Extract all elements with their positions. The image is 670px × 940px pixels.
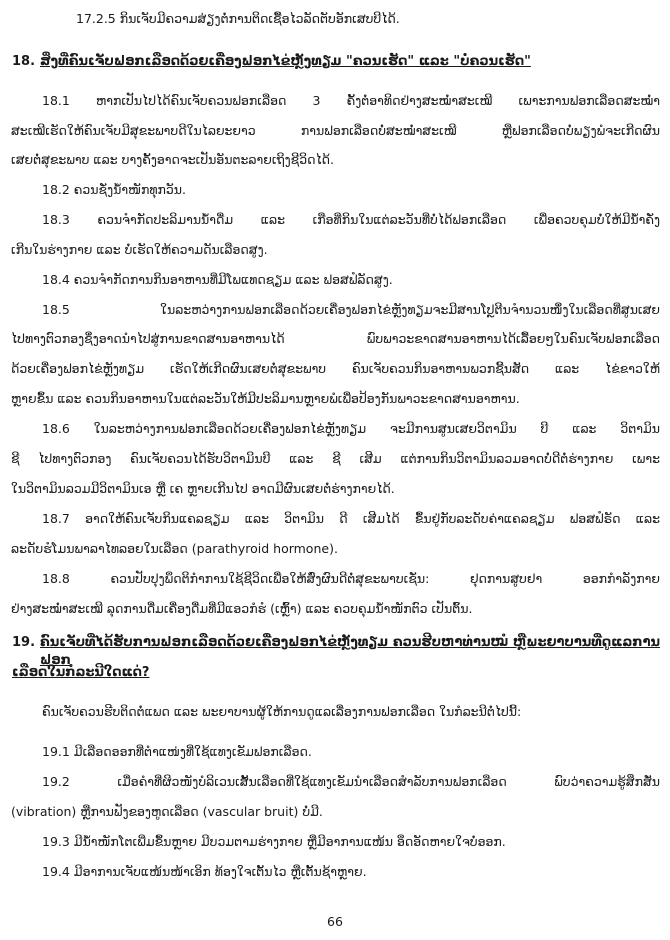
- paragraph-18-5-line-2: ໄປທາງຕົວກອງຊຶ່ງອາດນຳໄປສູ່ການຂາດສານອາຫານໄດ້ ພົບພາວະຂາດສານອາຫານໄດ້ເລື້ອຍໆໃນຄົນເຈັບຟອກເລືອດ: [11, 331, 660, 346]
- paragraph-18-7-line-1: 18.7 ອາດໃຫ້ຄົນເຈັບກິນແຄລຊຽມ ແລະ ວິຕາມິນ ດີ ເສີມໄດ້ ຂຶ້ນຢູ່ກັບລະດັບຄ່າແຄລຊຽມ ຟອສຟໍຣັດ ແລະ: [42, 511, 660, 526]
- paragraph-18-3-line-2: ເກີນໃນຮ່າງກາຍ ແລະ ບໍ່ເຮັດໃຫ້ຄວາມດັນເລືອດສູງ.: [11, 242, 268, 257]
- heading-19-number: 19.: [12, 635, 36, 650]
- paragraph-19-intro: ຄົນເຈັບຄວນຮີບຕິດຕໍ່ແພດ ແລະ ພະຍາບານຜູ້ໃຫ້ການດູແລເລື່ອງການຟອກເລືອດ ໃນກໍລະນີຕໍ່ໄປນີ້:: [42, 704, 522, 719]
- paragraph-18-5-line-1: 18.5 ໃນລະຫວ່າງການຟອກເລືອດດ້ວຍເຄື່ອງຟອກໄຂ່ຫຼັງທຽມຈະມີສານໂປຼຕີນຈຳນວນໜຶ່ງໃນເລືອດທີ່ສູນເສຍ: [42, 302, 660, 317]
- paragraph-18-5-line-4: ຫຼາຍຂຶ້ນ ແລະ ຄວນກິນອາຫານໃນແຕ່ລະວັນໃຫ້ມີປະລິມານຫຼາຍພໍເພື່ອປ້ອງກັນພາວະຂາດສານອາຫານ.: [11, 391, 520, 406]
- item-19-2-line-1: 19.2 ເມື່ອຄຳທີ່ຜິວໜັງບໍລິເວນເສັ້ນເລືອດທີ່ໃຊ້ແທງເຂັມນຳເລືອດສຳລັບການຟອກເລືອດ ພົບວ່າຄວາມຮູ້ສຶກສັ່ນ: [42, 774, 660, 789]
- paragraph-18-8-line-1: 18.8 ຄວນປັບປຸງພຶດຕິກຳການໃຊ້ຊີວິດເພື່ອໃຫ້ສົ່ງຜົນດີຕໍ່ສຸຂະພາບເຊັ່ນ: ຢຸດການສູບຢາ ອອກກຳລັງກາຍ: [42, 571, 660, 586]
- heading-19-line-2: ເລືອດໃນກໍລະນີໃດແດ່?: [12, 665, 150, 680]
- paragraph-18-5-line-3: ດ້ວຍເຄື່ອງຟອກໄຂ່ຫຼັງທຽມ ເຮັດໃຫ້ເກີດຜົນເສຍຕໍ່ສຸຂະພາບ ຄົນເຈັບຄວນກິນອາຫານພວກຊີ້ນສັດ ແລະ ໄຂ່ຂາວໃຫ້: [11, 361, 660, 376]
- paragraph-18-1-line-3: ເສຍຕໍ່ສຸຂະພາບ ແລະ ບາງຄັ້ງອາດຈະເປັນອັນຕະລາຍເຖິງຊີວິດໄດ້.: [11, 152, 334, 167]
- item-19-2-line-2: (vibration) ຫຼືການຟັງຂອງຫູດເລືອດ (vascular bruit) ບໍ່ມີ.: [11, 804, 323, 819]
- item-19-1: 19.1 ມີເລືອດອອກທີ່ຕຳແໜ່ງທີ່ໃຊ້ແທງເຂັມຟອກເລືອດ.: [42, 744, 312, 759]
- paragraph-18-6-line-1: 18.6 ໃນລະຫວ່າງການຟອກເລືອດດ້ວຍເຄື່ອງຟອກໄຂ່ຫຼັງທຽມ ຈະມີການສູນເສຍວິຕາມິນ ບີ ແລະ ວິຕາມິນ: [42, 421, 660, 436]
- page-number: 66: [327, 914, 343, 929]
- item-19-4: 19.4 ມີອາການເຈັບແໜ້ນໜ້າເອິກ ທ້ອງໃຈເຕັ້ນໄວ ຫຼືເຕັ້ນຊ້າຫຼາຍ.: [42, 864, 367, 879]
- paragraph-18-6-line-2: ຊີ ໄປທາງຕົວກອງ ຄົນເຈັບຄວນໄດ້ຮັບວິຕາມິນບີ ແລະ ຊີ ເສີມ ແຕ່ການກິນວິຕາມິນລວມອາດບໍ່ດີຕໍ່ຮ່າງກາຍ ເພາະ: [11, 451, 660, 466]
- item-17-2-5: 17.2.5 ກິນເຈັບມີຄວາມສ່ຽງຕໍ່ການຕິດເຊື້ອໄວລັດຕັບອັກເສບບີໄດ້.: [76, 11, 400, 26]
- paragraph-18-6-line-3: ໃນວິຕາມິນລວມມີວິຕາມິນເອ ຫຼື ເຄ ຫຼາຍເກີນໄປ ອາດມີຜົນເສຍຕໍ່ຮ່າງກາຍໄດ້.: [11, 481, 395, 496]
- heading-18-number: 18.: [12, 54, 36, 69]
- heading-19-line-1: ຄົນເຈັບທີ່ໄດ້ຮັບການຟອກເລືອດດ້ວຍເຄື່ອງຟອກໄຂ່ຫຼັງທຽມ ຄວນຮີບຫາທ່ານໝໍ ຫຼືພະຍາບານທີ່ດູແລການຟອກ: [40, 635, 660, 668]
- heading-18: ສິ່ງທີ່ຄົນເຈັບຟອກເລືອດດ້ວຍເຄື່ອງຟອກໄຂ່ຫຼັງທຽມ "ຄວນເຮັດ" ແລະ "ບໍ່ຄວນເຮັດ": [40, 54, 531, 69]
- item-19-3: 19.3 ມີນໍ້າໜັກໂຕເພີ່ມຂຶ້ນຫຼາຍ ມີບວມຕາມຮ່າງກາຍ ຫຼືມີອາການແໜ້ນ ອຶດອັດຫາຍໃຈບໍ່ອອກ.: [42, 834, 506, 849]
- paragraph-18-1-line-1: 18.1 ຫາກເປັນໄປໄດ້ຄົນເຈັບຄວນຟອກເລືອດ 3 ຄັ້ງຕໍ່ອາທິດຢ່າງສະໝໍ່າສະເໝີ ເພາະການຟອກເລືອດສະໝໍ່າ: [42, 93, 660, 108]
- paragraph-18-1-line-2: ສະເໝີເຮັດໃຫ້ຄົນເຈັບມີສຸຂະພາບດີໃນໄລຍະຍາວ ການຟອກເລືອດບໍ່ສະໝໍ່າສະເໝີ ຫຼືຟອກເລືອດບໍ່ພຽງພໍຈະເກີດຜົນ: [11, 123, 660, 138]
- paragraph-18-2: 18.2 ຄວນຊັ່ງນໍ້າໜັກທຸກວັນ.: [42, 182, 187, 197]
- paragraph-18-4: 18.4 ຄວນຈຳກັດການກິນອາຫານທີ່ມີໂພແທດຊຽມ ແລະ ຟອສຟໍລັດສູງ.: [42, 272, 393, 287]
- paragraph-18-3-line-1: 18.3 ຄວນຈຳກັດປະລິມານນໍ້າດື່ມ ແລະ ເກືອທີ່ກິນໃນແຕ່ລະວັນທີ່ບໍ່ໄດ້ຟອກເລືອດ ເພື່ອຄວບຄຸມບໍ່ໃຫ້ມີນໍ້າຄັ່ງ: [42, 212, 660, 227]
- paragraph-18-7-line-2: ລະດັບຮໍໂມນພາລາໄທລອຍໃນເລືອດ (parathyroid hormone).: [11, 541, 338, 556]
- paragraph-18-8-line-2: ຢ່າງສະໝໍ່າສະເໝີ ລຸດການດື່ມເຄື່ອງດື່ມທີ່ມີແອວກໍຮໍ (ເຫຼົ້າ) ແລະ ຄວບຄຸມນໍ້າໜັກຕົວ ເປັນຕົ້ນ.: [11, 601, 473, 616]
